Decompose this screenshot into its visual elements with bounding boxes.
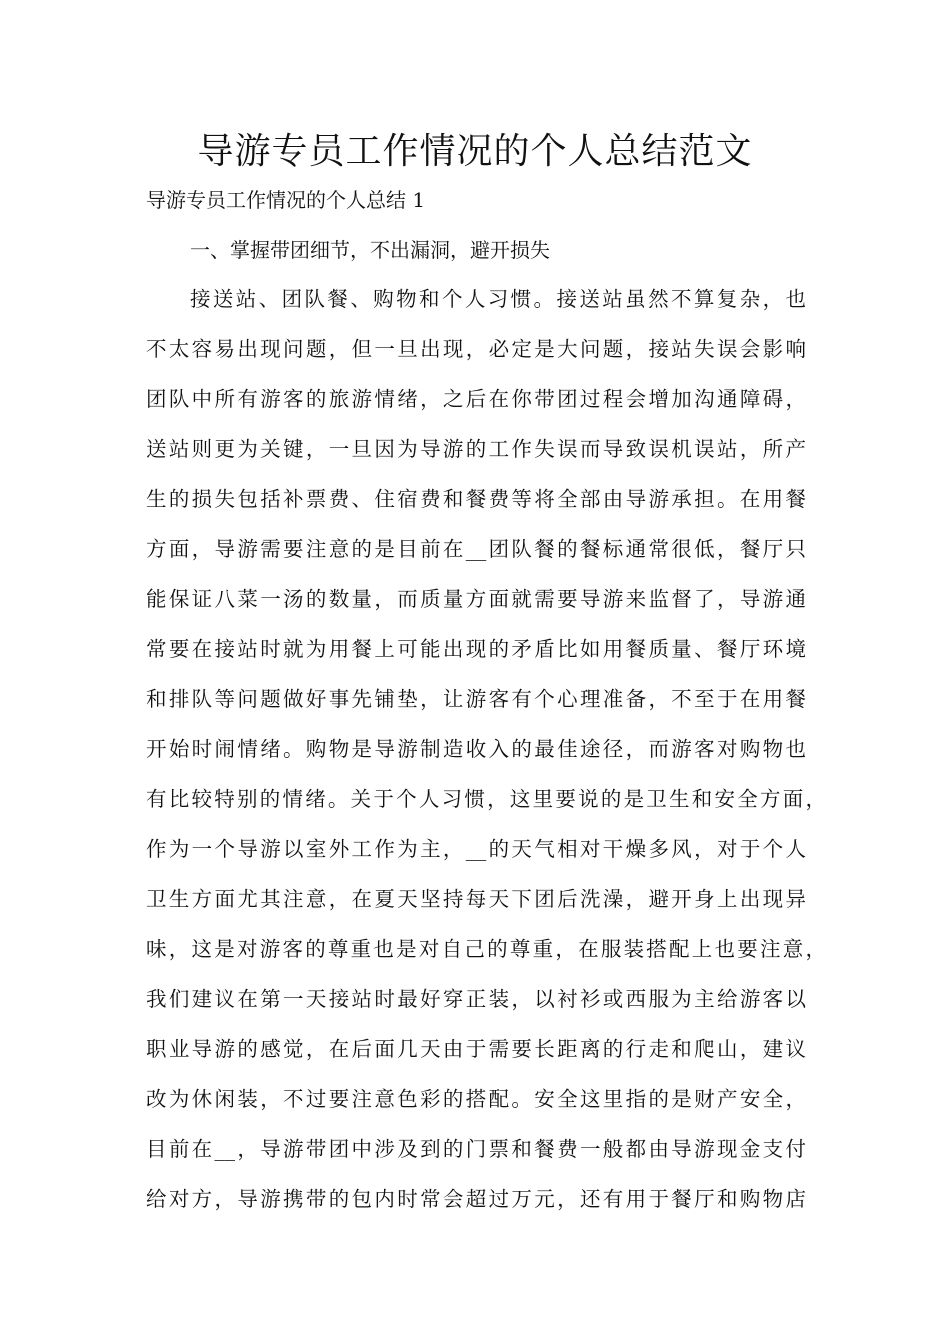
paragraph-line: 送站则更为关键，一旦因为导游的工作失误而导致误机误站，所产 — [146, 437, 806, 461]
paragraph-line: 不太容易出现问题，但一旦出现，必定是大问题，接站失误会影响 — [146, 337, 806, 361]
paragraph-line: 能保证八菜一汤的数量，而质量方面就需要导游来监督了，导游通 — [146, 587, 806, 611]
paragraph-line: 卫生方面尤其注意，在夏天坚持每天下团后洗澡，避开身上出现异 — [146, 887, 806, 911]
paragraph-line: 常要在接站时就为用餐上可能出现的矛盾比如用餐质量、餐厅环境 — [146, 637, 806, 661]
paragraph-line: 目前在__，导游带团中涉及到的门票和餐费一般都由导游现金支付 — [146, 1137, 806, 1161]
paragraph-line: 接送站、团队餐、购物和个人习惯。接送站虽然不算复杂，也 — [190, 287, 806, 311]
paragraph-line: 味，这是对游客的尊重也是对自己的尊重，在服装搭配上也要注意， — [146, 937, 826, 961]
paragraph-line: 给对方，导游携带的包内时常会超过万元，还有用于餐厅和购物店 — [146, 1187, 806, 1211]
paragraph-line: 我们建议在第一天接站时最好穿正装，以衬衫或西服为主给游客以 — [146, 987, 806, 1011]
paragraph-line: 团队中所有游客的旅游情绪，之后在你带团过程会增加沟通障碍， — [146, 387, 806, 411]
section-heading: 一、掌握带团细节，不出漏洞，避开损失 — [190, 238, 550, 262]
document-title: 导游专员工作情况的个人总结范文 — [197, 131, 753, 172]
paragraph-line: 职业导游的感觉，在后面几天由于需要长距离的行走和爬山，建议 — [146, 1037, 806, 1061]
paragraph-line: 方面，导游需要注意的是目前在__团队餐的餐标通常很低，餐厅只 — [146, 537, 806, 561]
paragraph-line: 开始时闹情绪。购物是导游制造收入的最佳途径，而游客对购物也 — [146, 737, 806, 761]
paragraph-line: 有比较特别的情绪。关于个人习惯，这里要说的是卫生和安全方面， — [146, 787, 826, 811]
paragraph-line: 作为一个导游以室外工作为主，__的天气相对干燥多风，对于个人 — [146, 837, 806, 861]
body-paragraph — [146, 283, 826, 1233]
paragraph-line: 和排队等问题做好事先铺垫，让游客有个心理准备，不至于在用餐 — [146, 687, 806, 711]
document-subtitle: 导游专员工作情况的个人总结 1 — [146, 188, 426, 212]
paragraph-line: 改为休闲装，不过要注意色彩的搭配。安全这里指的是财产安全， — [146, 1087, 806, 1111]
paragraph-line: 生的损失包括补票费、住宿费和餐费等将全部由导游承担。在用餐 — [146, 487, 806, 511]
